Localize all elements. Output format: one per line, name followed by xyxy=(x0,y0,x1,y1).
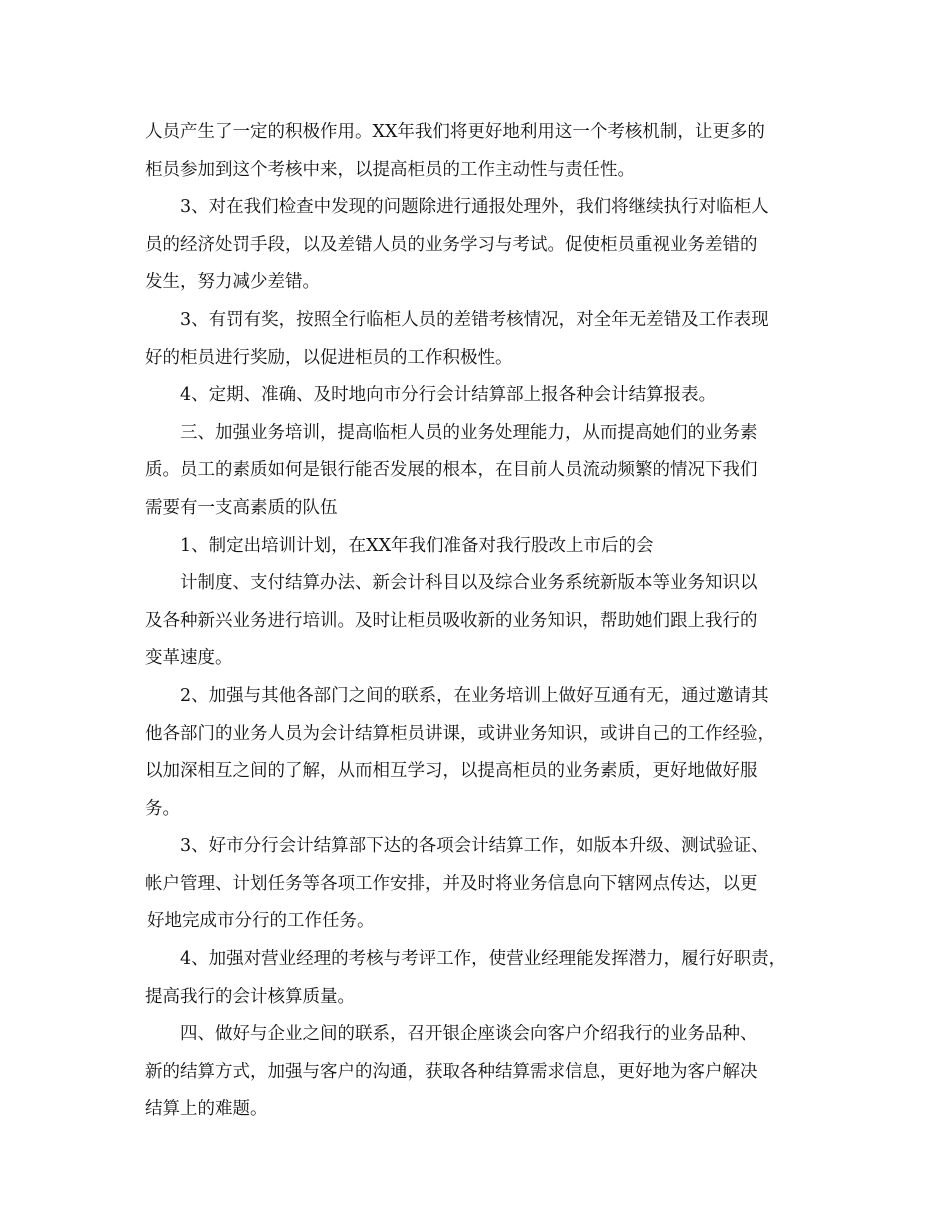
text-line: 好地完成市分行的工作任务。 xyxy=(147,911,375,932)
text-line: 员的经济处罚手段，以及差错人员的业务学习与考试。促使柜员重视业务差错的 xyxy=(145,234,758,255)
text-line: 4、定期、准确、及时地向市分行会计结算部上报各种会计结算报表。 xyxy=(180,385,717,406)
text-line: 发生，努力减少差错。 xyxy=(145,272,320,293)
text-line: 务。 xyxy=(145,798,180,819)
text-line: 人员产生了一定的积极作用。XX年我们将更好地利用这一个考核机制，让更多的 xyxy=(145,122,765,142)
text-line: 变革速度。 xyxy=(145,648,233,669)
text-line: 计制度、支付结算办法、新会计科目以及综合业务系统新版本等业务知识以 xyxy=(180,573,758,594)
text-line: 2、加强与其他各部门之间的联系，在业务培训上做好互通有无，通过邀请其 xyxy=(180,685,769,706)
text-line: 提高我行的会计核算质量。 xyxy=(145,986,355,1007)
text-line: 1、制定出培训计划，在XX年我们准备对我行股改上市后的会 xyxy=(180,535,654,556)
text-line: 四、做好与企业之间的联系，召开银企座谈会向客户介绍我行的业务品种、 xyxy=(180,1024,758,1045)
text-line: 好的柜员进行奖励，以促进柜员的工作积极性。 xyxy=(145,347,513,368)
text-line: 3、对在我们检查中发现的问题除进行通报处理外，我们将继续执行对临柜人 xyxy=(180,197,769,218)
text-line: 新的结算方式，加强与客户的沟通，获取各种结算需求信息，更好地为客户解决 xyxy=(145,1061,758,1082)
text-line: 三、加强业务培训，提高临柜人员的业务处理能力，从而提高她们的业务素 xyxy=(180,422,758,443)
text-line: 3、有罚有奖，按照全行临柜人员的差错考核情况，对全年无差错及工作表现 xyxy=(180,309,769,330)
text-line: 质。员工的素质如何是银行能否发展的根本，在目前人员流动频繁的情况下我们 xyxy=(145,460,758,481)
text-line: 帐户管理、计划任务等各项工作安排，并及时将业务信息向下辖网点传达，以更 xyxy=(145,873,758,894)
text-line: 结算上的难题。 xyxy=(145,1099,268,1120)
text-line: 4、加强对营业经理的考核与考评工作，使营业经理能发挥潜力，履行好职责， xyxy=(180,949,787,970)
document-body xyxy=(145,114,825,1129)
text-line: 3、好市分行会计结算部下达的各项会计结算工作，如版本升级、测试验证、 xyxy=(180,836,769,857)
text-line: 及各种新兴业务进行培训。及时让柜员吸收新的业务知识，帮助她们跟上我行的 xyxy=(145,610,758,631)
text-line: 以加深相互之间的了解，从而相互学习，以提高柜员的业务素质，更好地做好服 xyxy=(145,761,758,782)
text-line: 柜员参加到这个考核中来，以提高柜员的工作主动性与责任性。 xyxy=(145,159,635,180)
text-line: 需要有一支高素质的队伍 xyxy=(145,497,338,518)
text-line: 他各部门的业务人员为会计结算柜员讲课，或讲业务知识，或讲自己的工作经验， xyxy=(145,723,775,744)
